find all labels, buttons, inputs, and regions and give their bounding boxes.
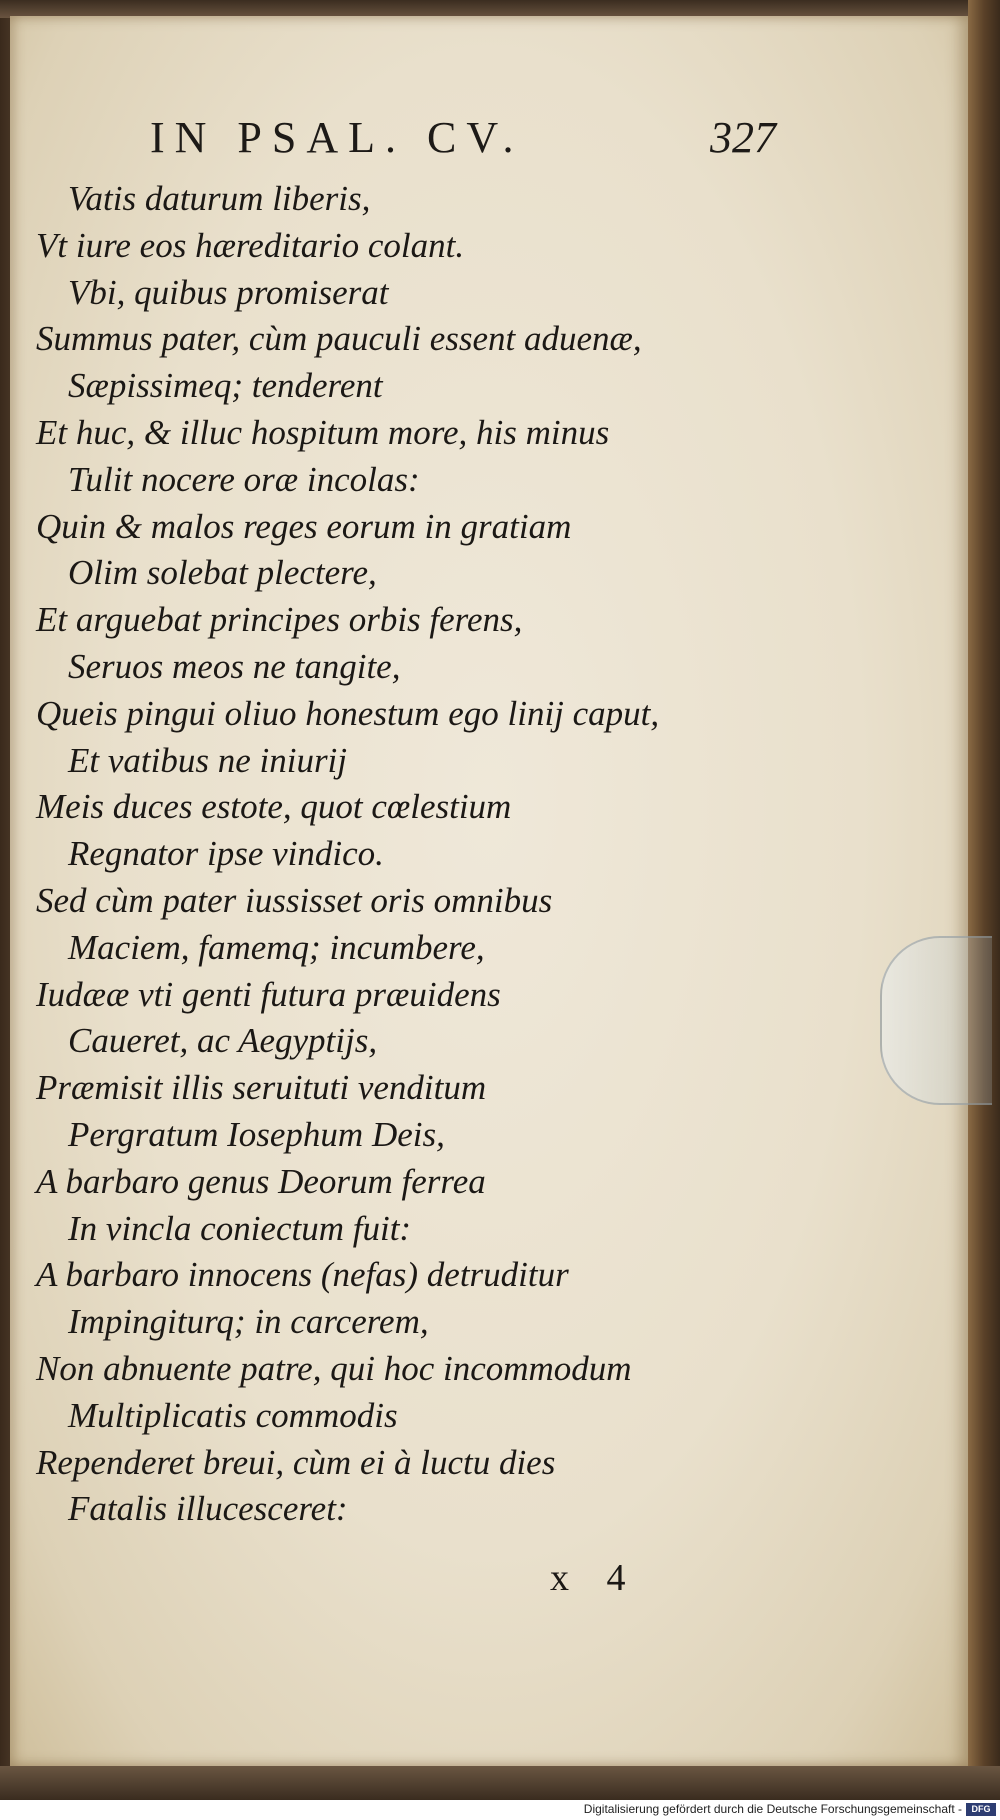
verse-line: In vincla coniectum fuit: xyxy=(68,1208,412,1248)
verse-line: Multiplicatis commodis xyxy=(68,1395,398,1435)
page-holder-clip xyxy=(880,936,992,1105)
page-header xyxy=(150,112,790,172)
signature-mark: x 4 xyxy=(550,1557,640,1599)
verse-line: Sed cùm pater iussisset oris omnibus xyxy=(36,880,553,920)
book-page xyxy=(10,16,968,1766)
digitization-footer xyxy=(0,1800,1000,1820)
verse-line: Regnator ipse vindico. xyxy=(68,834,384,874)
verse-line: Sæpissimeq; tenderent xyxy=(68,366,383,406)
verse-line: Pergratum Iosephum Deis, xyxy=(68,1114,445,1154)
verse-line: Tulit nocere oræ incolas: xyxy=(68,459,420,499)
verse-line: Fatalis illucesceret: xyxy=(68,1489,348,1529)
verse-line: Caueret, ac Aegyptijs, xyxy=(68,1021,378,1061)
page-number: 327 xyxy=(710,113,776,162)
verse-line: Et vatibus ne iniurij xyxy=(68,740,348,780)
verse-line: A barbaro genus Deorum ferrea xyxy=(36,1161,486,1201)
verse-line: Iudææ vti genti futura præuidens xyxy=(36,974,501,1014)
verse-line: Seruos meos ne tangite, xyxy=(68,646,401,686)
verse-line: Summus pater, cùm pauculi essent aduenæ, xyxy=(36,319,642,359)
verse-line: Non abnuente patre, qui hoc incommodum xyxy=(36,1348,632,1388)
binding-right-edge xyxy=(968,0,1000,1800)
verse-line: Vt iure eos hæreditario colant. xyxy=(36,225,465,265)
verse-line: Queis pingui oliuo honestum ego linij caput, xyxy=(36,693,660,733)
verse-line: Maciem, famemq; incumbere, xyxy=(68,927,485,967)
verse-line: Olim solebat plectere, xyxy=(68,553,377,593)
funding-credit: Digitalisierung gefördert durch die Deutsche Forschungsgemeinschaft - xyxy=(583,1802,962,1816)
verse-line: Impingiturq; in carcerem, xyxy=(68,1302,429,1342)
verse-line: Meis duces estote, quot cœlestium xyxy=(36,787,512,827)
verse-line: Vbi, quibus promiserat xyxy=(68,272,389,312)
verse-line: Rependeret breui, cùm ei à luctu dies xyxy=(36,1442,556,1482)
verse-line: Vatis daturum liberis, xyxy=(68,179,371,218)
verse-text xyxy=(10,176,810,1533)
dfg-logo: DFG xyxy=(966,1803,996,1816)
verse-line: Et arguebat principes orbis ferens, xyxy=(36,600,523,640)
verse-line: Et huc, & illuc hospitum more, his minus xyxy=(36,412,610,452)
verse-line: A barbaro innocens (nefas) detruditur xyxy=(36,1255,569,1295)
running-head: IN PSAL. CV. xyxy=(150,113,524,162)
verse-line: Quin & malos reges eorum in gratiam xyxy=(36,506,572,546)
binding-bottom-edge xyxy=(0,1766,1000,1800)
verse-line: Præmisit illis seruituti venditum xyxy=(36,1068,487,1108)
